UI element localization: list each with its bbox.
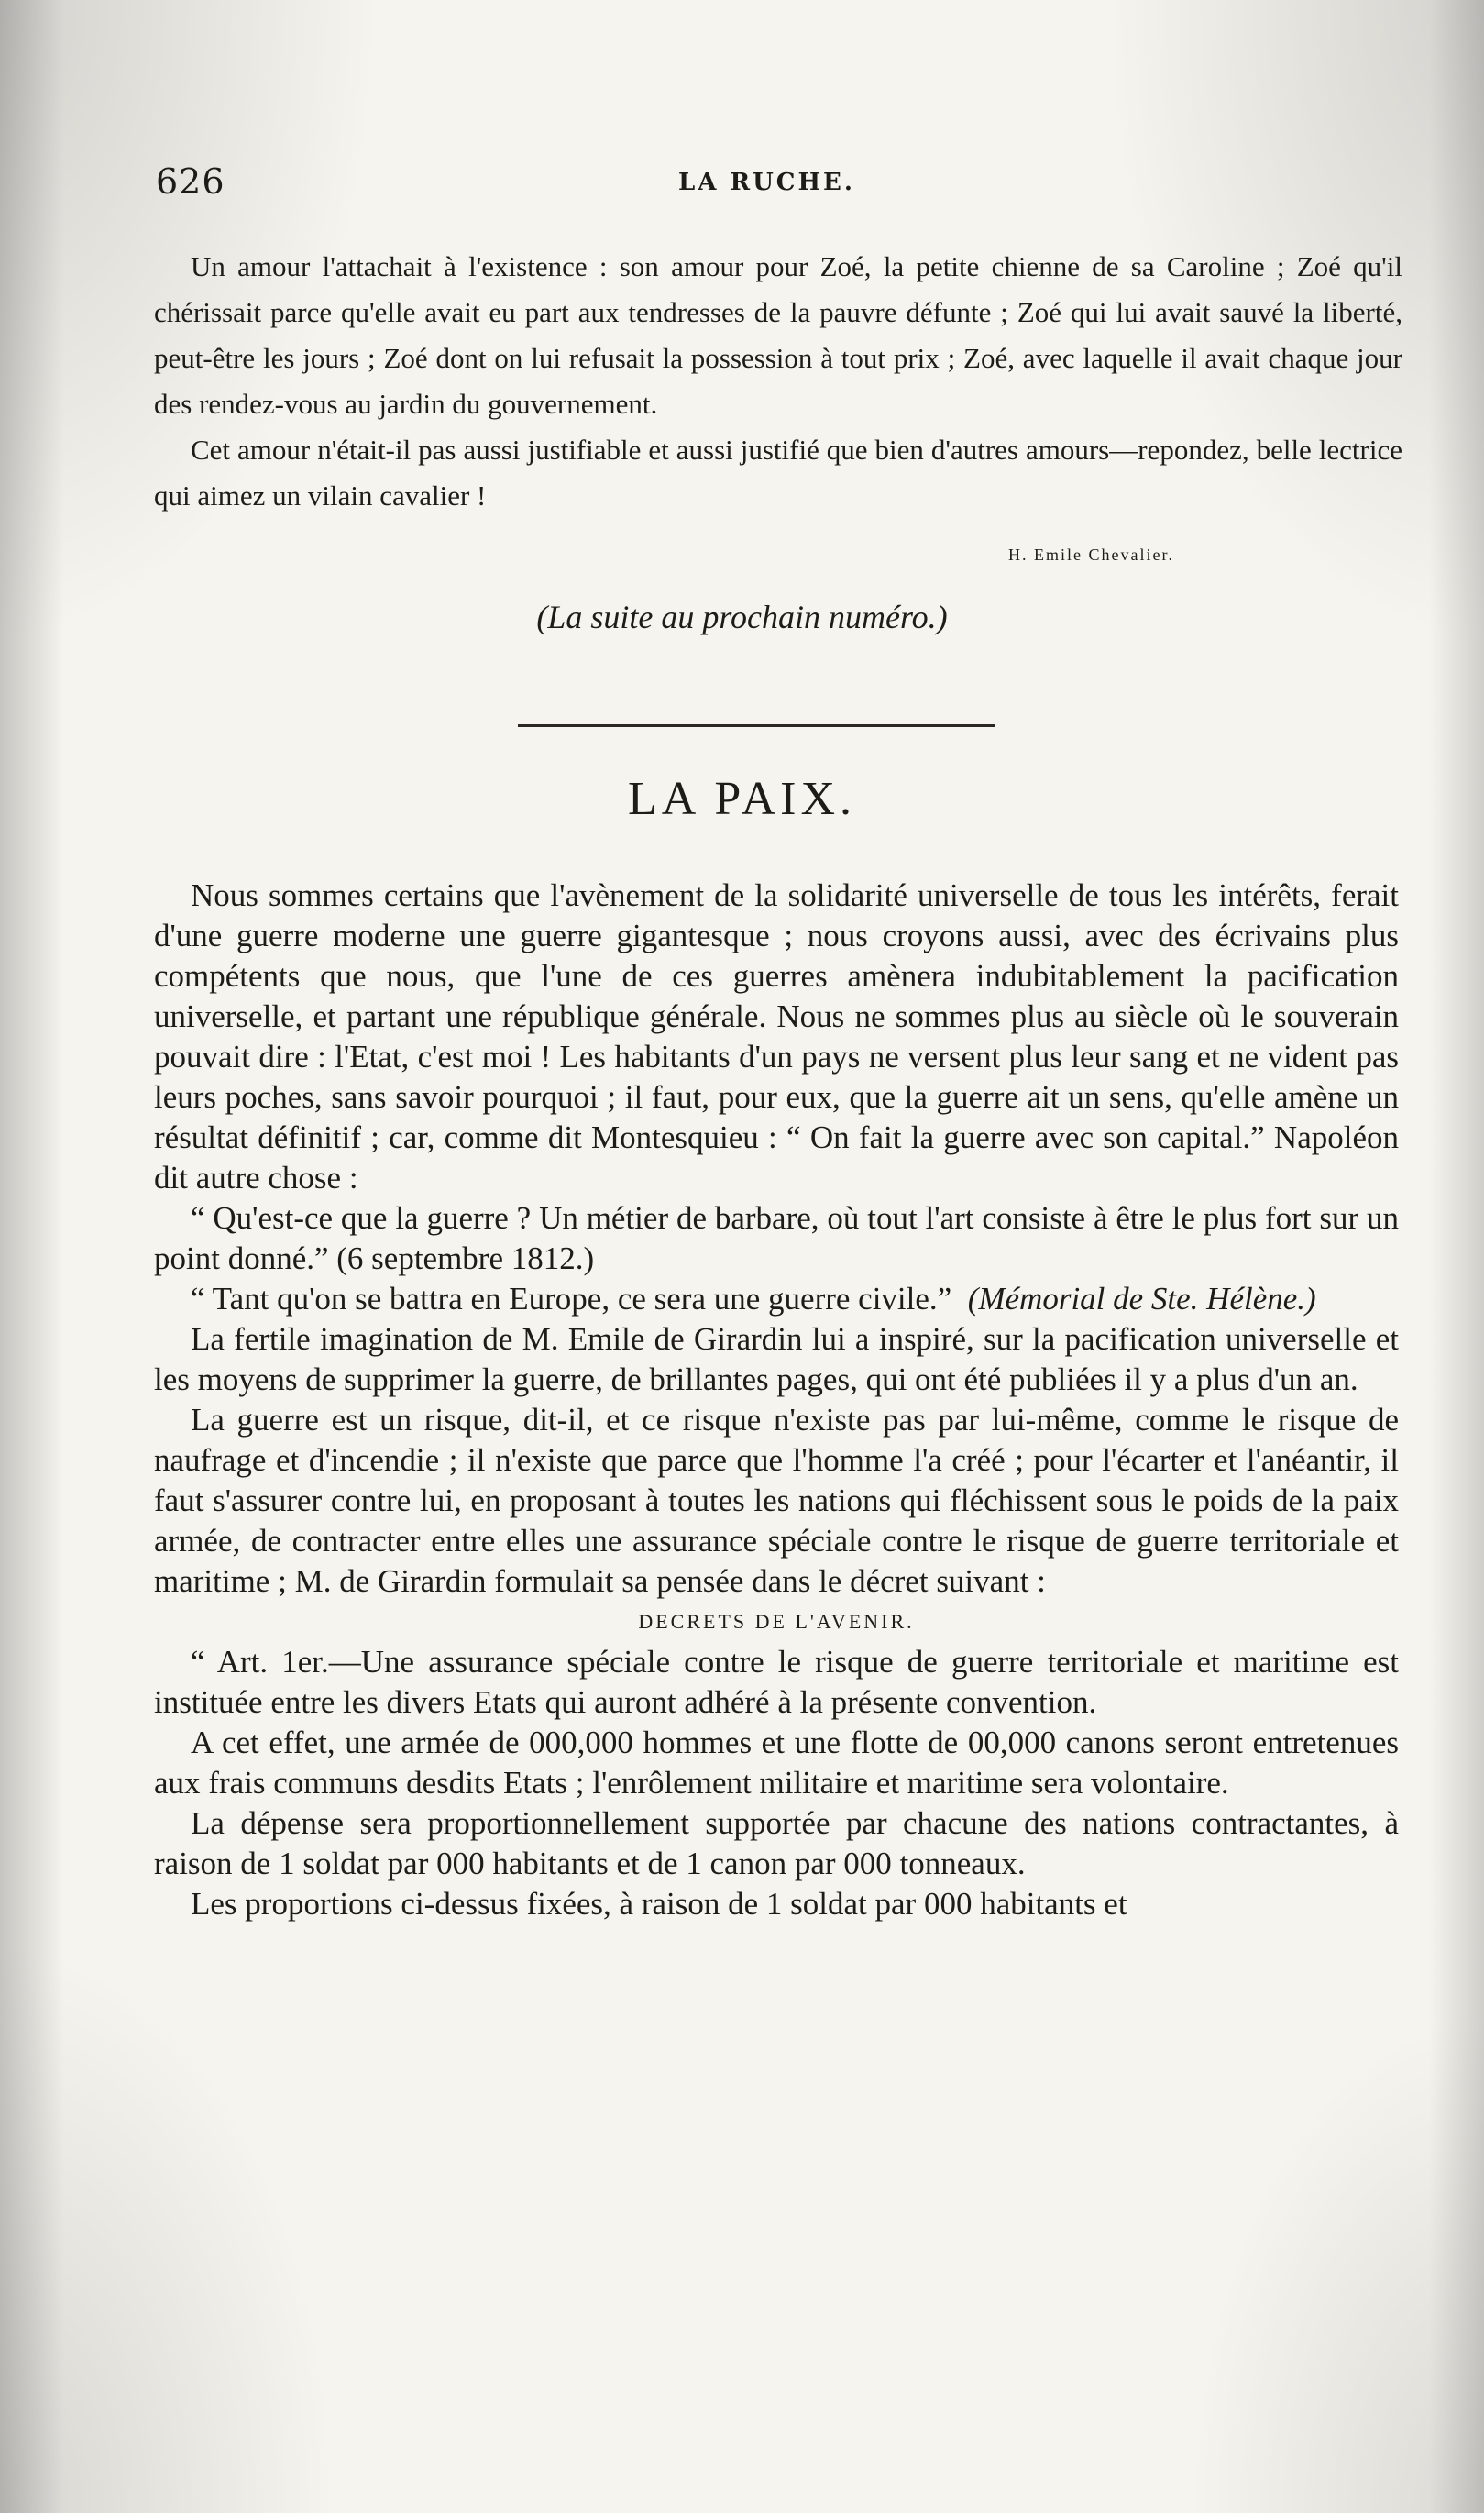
- story-paragraph: Cet amour n'était-il pas aussi justifiable et aussi justifié que bien d'autres amours—repondez, belle lectrice qui aimez un vilain cavalier !: [154, 434, 1402, 512]
- page-shadow-right: [1429, 0, 1484, 2513]
- decree-paragraph: La dépense sera proportionnellement supportée par chacune des nations contractantes, à raison de 1 soldat par 000 habitants et de 1 canon par 000 tonneaux.: [154, 1805, 1399, 1881]
- page-number: 626: [156, 161, 225, 202]
- story-continuation: [154, 244, 1402, 519]
- decrees-heading: DECRETS DE L'AVENIR.: [638, 1610, 915, 1633]
- decree-paragraph: Les proportions ci-dessus fixées, à raison de 1 soldat par 000 habitants et: [191, 1886, 1127, 1922]
- decree-paragraph: A cet effet, une armée de 000,000 hommes et une flotte de 00,000 canons seront entretenues aux frais communs desdits Etats ; l'enrôlement militaire et maritime sera volontaire.: [154, 1725, 1399, 1801]
- article-paragraph: La guerre est un risque, dit-il, et ce risque n'existe pas par lui-même, comme le risque de naufrage et d'incendie ; il n'existe que parce que l'homme l'a créé ; pour l'écarter et l'anéantir, il faut s'assurer contre lui, en proposant à toutes les nations qui fléchissent sous le poids de la paix armée, de contracter entre elles une assurance spéciale contre le risque de guerre territoriale et maritime ; M. de Girardin formulait sa pensée dans le décret suivant :: [154, 1402, 1399, 1599]
- section-divider: [518, 724, 995, 727]
- quote-paragraph: [154, 1279, 1399, 1319]
- running-head: [156, 161, 1402, 207]
- to-be-continued-note: (La suite au prochain numéro.): [536, 599, 948, 635]
- article-paragraph: Nous sommes certains que l'avènement de la solidarité universelle de tous les intérêts, ferait d'une guerre moderne une guerre gigantesque ; nous croyons aussi, avec des écrivains plus compétents que nous, que l'une de ces guerres amènera indubitablement la pacification universelle, et partant une république générale. Nous ne sommes plus au siècle où le souverain pouvait dire : l'Etat, c'est moi ! Les habitants d'un pays ne versent plus leur sang et ne vident pas leurs poches, sans savoir pourquoi ; il faut, pour eux, que la guerre ait un sens, qu'elle amène un résultat définitif ; car, comme dit Montesquieu : “ On fait la guerre avec son capital.” Napoléon dit autre chose :: [154, 877, 1399, 1196]
- quote-paragraph: “ Qu'est-ce que la guerre ? Un métier de barbare, où tout l'art consiste à être le plus fort sur un point donné.” (6 septembre 1812.): [154, 1200, 1399, 1276]
- story-paragraph: Un amour l'attachait à l'existence : son amour pour Zoé, la petite chienne de sa Caroline ; Zoé qu'il chérissait parce qu'elle avait eu part aux tendresses de la pauvre défunte ; Zoé qui lui avait sauvé la liberté, peut-être les jours ; Zoé dont on lui refusait la possession à tout prix ; Zoé, avec laquelle il avait chaque jour des rendez-vous au jardin du gouvernement.: [154, 250, 1402, 420]
- decree-paragraph: “ Art. 1er.—Une assurance spéciale contre le risque de guerre territoriale et maritime est instituée entre les divers Etats qui auront adhéré à la présente convention.: [154, 1644, 1399, 1720]
- author-signature: H. Emile Chevalier.: [1008, 546, 1174, 564]
- article-body: [154, 876, 1399, 1924]
- page-shadow-left: [0, 0, 64, 2513]
- running-title: LA RUCHE.: [678, 169, 855, 196]
- article-paragraph: La fertile imagination de M. Emile de Girardin lui a inspiré, sur la pacification universelle et les moyens de supprimer la guerre, de brillantes pages, qui ont été publiées il y a plus d'un an.: [154, 1321, 1399, 1397]
- article-title: LA PAIX.: [627, 773, 856, 825]
- quote-text: “ Tant qu'on se battra en Europe, ce sera une guerre civile.”: [191, 1281, 952, 1317]
- quote-source: (Mémorial de Ste. Hélène.): [967, 1281, 1316, 1317]
